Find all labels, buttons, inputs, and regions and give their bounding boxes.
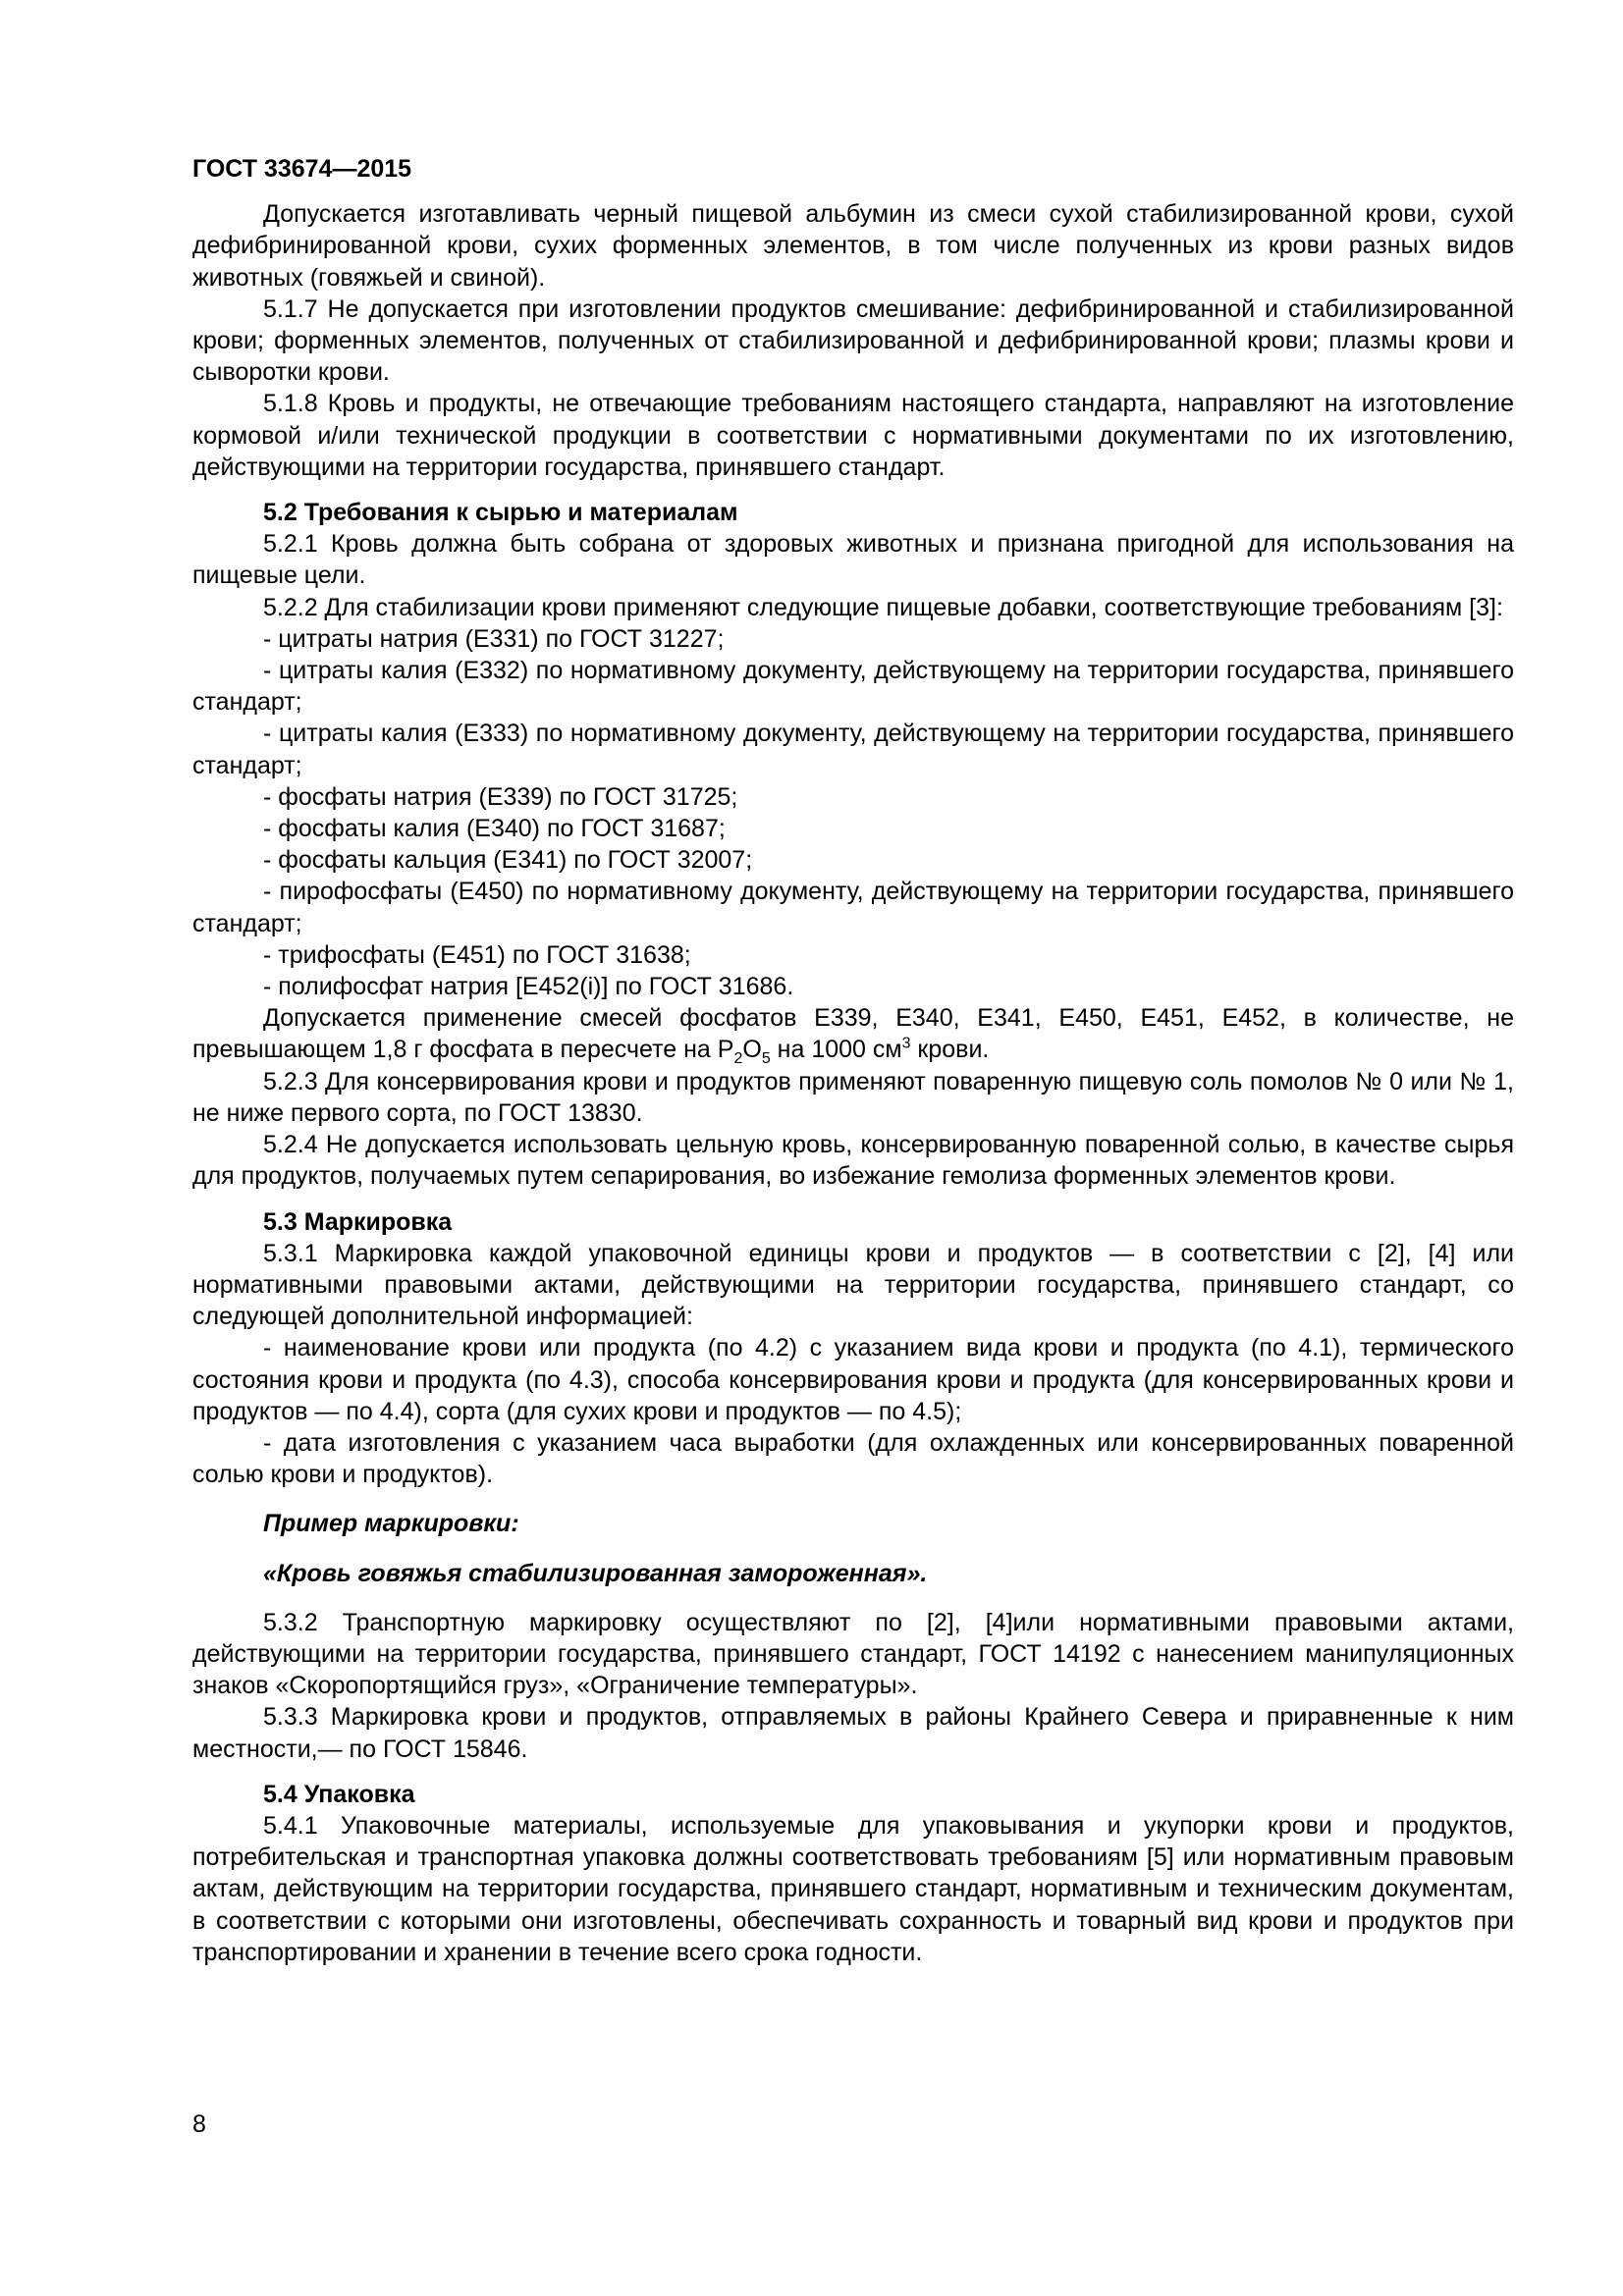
paragraph: 5.3.2 Транспортную маркировку осуществляют по [2], [4]или нормативными правовыми актами, действующими на территории государства, принявшего стандарт, ГОСТ 14192 с нанесением манипуляционных знаков «Скоропортящийся груз», «Ограничение температуры». (192, 1608, 1514, 1700)
paragraph: 5.1.8 Кровь и продукты, не отвечающие требованиям настоящего стандарта, направляют на изготовление кормовой и/или технической продукции в соответствии с нормативными документами по их изготовлению, действующими на территории государства, принявшего стандарт. (192, 390, 1514, 481)
list-item: - цитраты калия (Е332) по нормативному документу, действующему на территории государства, принявшего стандарт; (192, 657, 1514, 717)
list-item: - дата изготовления с указанием часа выработки (для охлажденных или консервированных поваренной солью крови и продуктов). (192, 1428, 1514, 1489)
paragraph: 5.2.2 Для стабилизации крови применяют следующие пищевые добавки, соответствующие требованиям [3]: (263, 593, 1503, 621)
list-item: - цитраты натрия (Е331) по ГОСТ 31227; (263, 624, 725, 653)
paragraph: 5.3.1 Маркировка каждой упаковочной единицы крови и продуктов — в соответствии с [2], [4] или нормативными правовыми актами, действующими на территории государства, принявшего стандарт, со следующей дополнительной информацией: (192, 1239, 1514, 1331)
list-item: - фосфаты калия (Е340) по ГОСТ 31687; (263, 815, 726, 843)
page-number: 8 (192, 2110, 206, 2138)
paragraph: 5.4.1 Упаковочные материалы, используемые для упаковывания и укупорки крови и продуктов, потребительская и транспортная упаковка должны соответствовать требованиям [5] или нормативным правовым актам, действующим на территории государства, принявшего стандарт, нормативным и техническим документам, в соответствии с которыми они изготовлены, обеспечивать сохранность и товарный вид крови и продуктов при транспортировании и хранении в течение всего срока годности. (192, 1811, 1514, 1966)
list-item: - цитраты калия (Е333) по нормативному документу, действующему на территории государства, принявшего стандарт; (192, 720, 1514, 779)
example-text: «Кровь говяжья стабилизированная замороженная». (263, 1559, 928, 1587)
list-item: - трифосфаты (Е451) по ГОСТ 31638; (263, 940, 691, 969)
list-item: - полифосфат натрия [Е452(i)] по ГОСТ 31686. (263, 973, 794, 1001)
paragraph: 5.2.4 Не допускается использовать цельную кровь, консервированную поваренной солью, в качестве сырья для продуктов, получаемых путем сепарирования, во избежание гемолиза форменных элементов крови. (192, 1131, 1514, 1191)
paragraph: 5.3.3 Маркировка крови и продуктов, отправляемых в районы Крайнего Севера и приравненные к ним местности,— по ГОСТ 15846. (192, 1703, 1514, 1763)
document-page (192, 153, 1514, 1968)
list-item: - фосфаты кальция (Е341) по ГОСТ 32007; (263, 846, 753, 875)
paragraph: 5.2.1 Кровь должна быть собрана от здоровых животных и признана пригодной для использования на пищевые цели. (192, 530, 1514, 590)
list-item: - пирофосфаты (Е450) по нормативному документу, действующему на территории государства, принявшего стандарт; (192, 878, 1514, 937)
paragraph: 5.1.7 Не допускается при изготовлении продуктов смешивание: дефибринированной и стабилизированной крови; форменных элементов, полученных от стабилизированной и дефибринированной крови; плазмы крови и сыворотки крови. (192, 294, 1514, 387)
example-label: Пример маркировки: (263, 1510, 519, 1538)
section-title: 5.3 Маркировка (263, 1207, 453, 1236)
paragraph: Допускается изготавливать черный пищевой альбумин из смеси сухой стабилизированной крови, сухой дефибринированной крови, сухих форменных элементов, в том числе полученных из крови разных видов животных (говяжьей и свиной). (192, 200, 1514, 292)
section-title: 5.4 Упаковка (263, 1780, 415, 1808)
paragraph: 5.2.3 Для консервирования крови и продуктов применяют поваренную пищевую соль помолов № 0 или № 1, не ниже первого сорта, по ГОСТ 13830. (192, 1067, 1514, 1127)
list-item: - фосфаты натрия (Е339) по ГОСТ 31725; (263, 782, 738, 811)
paragraph-phosphate-mix: Допускается применение смесей фосфатов Е339, Е340, Е341, Е450, Е451, Е452, в количестве, не превышающем 1,8 г фосфата в пересчете на $P_2O_5$ на 1000 $см^3$ крови. (192, 1004, 1514, 1068)
section-title: 5.2 Требования к сырью и материалам (263, 499, 738, 527)
document-header: ГОСТ 33674—2015 (192, 155, 412, 183)
list-item: - наименование крови или продукта (по 4.2) с указанием вида крови и продукта (по 4.1), термического состояния крови и продукта (по 4.3), способа консервирования крови и продукта (для консервированных крови и продуктов — по 4.4), сорта (для сухих крови и продуктов — по 4.5); (192, 1334, 1514, 1425)
